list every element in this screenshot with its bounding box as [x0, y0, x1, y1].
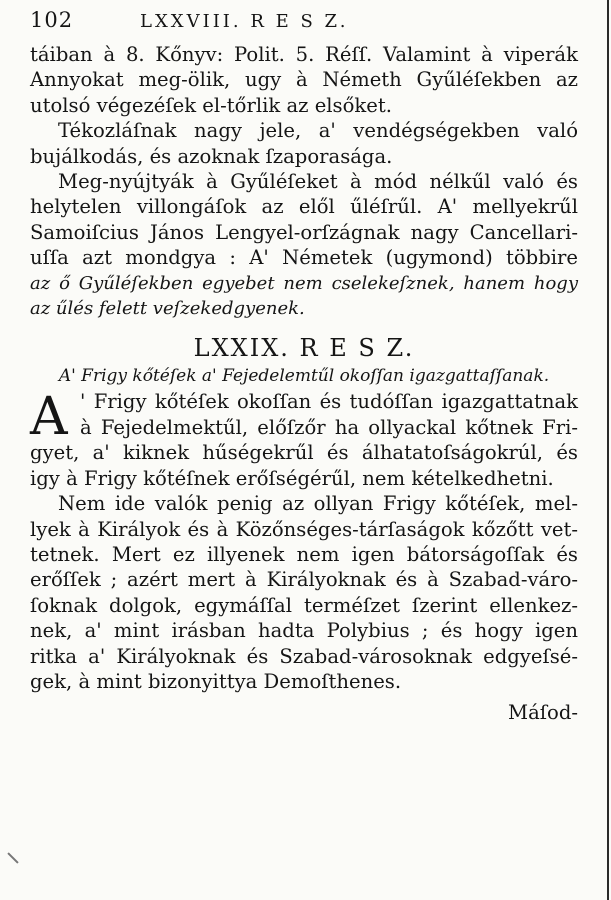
page-content	[30, 8, 578, 726]
italic-quote-line: az űlés felett veſzekedgyenek.	[30, 298, 305, 320]
paragraph-kings-and-republics	[30, 491, 578, 694]
text-line: utolsó végezéſek el-tőrlik az elsőket.	[30, 93, 392, 117]
text-line: uſſa azt mondgya : A' Németek (ugymond) többire	[30, 246, 578, 270]
text-line: Nem ide valók penig az ollyan Frigy kőtéſek, mel-	[58, 492, 578, 516]
text-line: lyek à Királyok és à Közőnséges-tárſaságok kőzőtt vet-	[30, 517, 578, 541]
text-line: Samoiſcius János Lengyel-orſzágnak nagy Cancellari-	[30, 220, 578, 244]
text-line: ritka a' Királyoknak és Szabad-városoknak edgyeſsé-	[30, 644, 578, 668]
page-edge-shadow	[607, 0, 609, 900]
drop-cap: A	[30, 387, 68, 448]
italic-quote-line: az ő Gyűléſekben egyebet nem cselekeſznek, hanem hogy	[30, 272, 578, 294]
text-line: gek, à mint bizonyittya Demoſthenes.	[30, 669, 402, 693]
paragraph-banquets	[30, 118, 578, 169]
page-number: 102	[30, 8, 74, 32]
text-line: ſoknak dolgok, egymáſſal terméſzet ſzerint ellenkez-	[30, 593, 578, 617]
text-line: táiban à 8. Kőnyv: Polit. 5. Réſſ. Valamint à viperák	[30, 43, 578, 66]
paragraph-assemblies	[30, 169, 578, 321]
paragraph-alliances	[30, 389, 578, 491]
text-line: ' Frigy kőtéſek okoſſan és tudóſſan igazgattatnak	[80, 390, 578, 414]
text-line: erőſſek ; azért mert à Királyoknak és à Szabad-váro-	[30, 568, 578, 592]
chapter-summary: A' Frigy kőtéſek a' Fejedelemtűl okoſſan igazgattaſſanak.	[58, 366, 550, 387]
chapter-heading: LXXIX. R E S Z.	[193, 334, 415, 363]
text-line: à Fejedelmektűl, előſzőr ha ollyackal kőtnek Fri-	[80, 415, 578, 439]
text-line: gyet, a' kiknek hűségekrűl és álhatatoſságokrúl, és	[30, 441, 578, 465]
text-line: nek, a' mint irásban hadta Polybius ; és hogy igen	[30, 619, 578, 643]
catchword: Máſod-	[508, 701, 578, 725]
margin-mark	[7, 852, 18, 863]
text-line: Annyokat meg-ölik, ugy à Németh Gyűléſekben az	[30, 68, 578, 92]
text-line: igy à Frigy kőtéſnek erőſségérűl, nem kételkedhetni.	[30, 466, 554, 490]
text-line: helytelen villongáſok az elől űléſrűl. A' mellyekrűl	[30, 195, 578, 219]
text-line: tetnek. Mert ez illyenek nem igen bátorságoſſak és	[30, 542, 578, 566]
text-line: bujálkodás, és azoknak ſzaporasága.	[30, 144, 393, 168]
running-title: LXXVIII. R E S Z.	[140, 11, 349, 32]
running-head	[30, 8, 578, 42]
text-line: Meg-nyújtyák à Gyűléſeket à mód nélkűl való és	[58, 170, 578, 194]
paragraph-continued	[30, 42, 578, 118]
text-line: Tékozláſnak nagy jele, a' vendégségekben való	[58, 119, 578, 143]
catchword-row	[30, 700, 578, 726]
